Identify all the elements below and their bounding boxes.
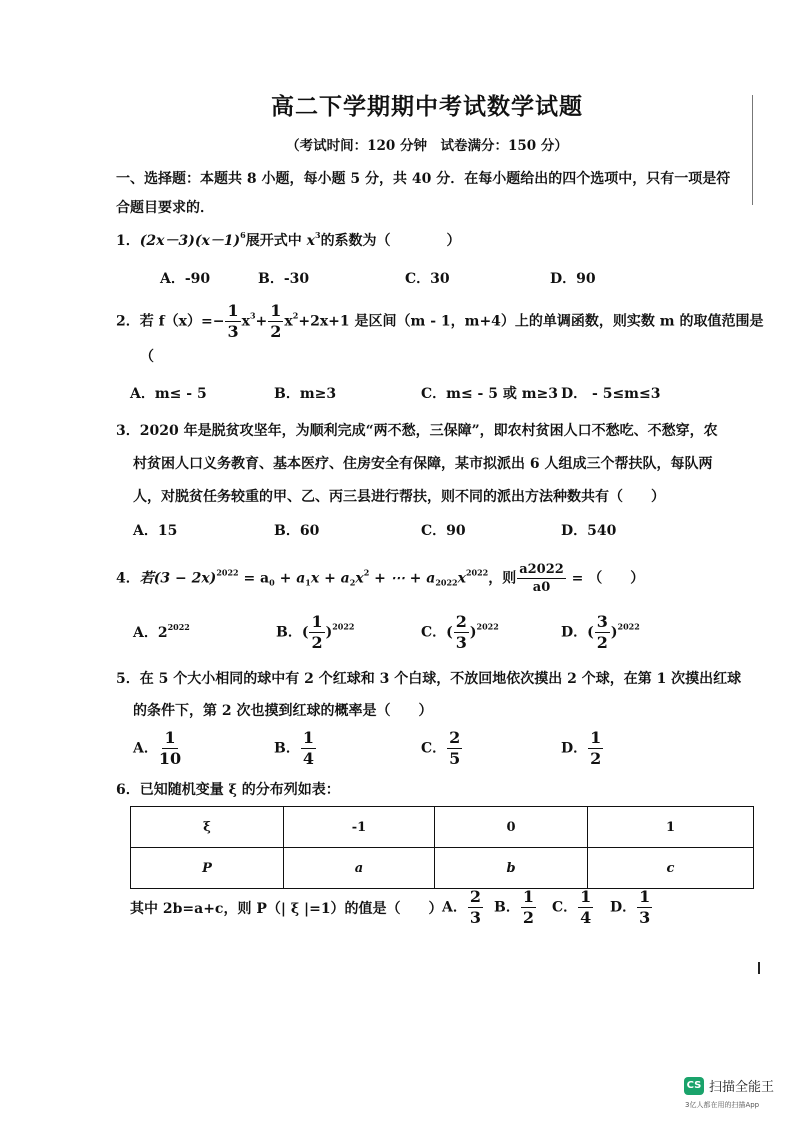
numerator: 1 — [302, 728, 314, 747]
q1-option-c: C．30 — [405, 271, 450, 287]
numerator: 1 — [522, 887, 534, 906]
q5-option-b — [274, 730, 317, 767]
q2-option-a: A．m≤ - 5 — [130, 386, 207, 402]
math-expression: 若 f（x）=− — [139, 313, 225, 330]
fraction — [301, 730, 316, 767]
q4-option-d — [561, 614, 640, 651]
option-label: A． — [133, 740, 158, 757]
q6-option-d — [610, 889, 653, 926]
exponent: 2022 — [476, 621, 499, 632]
q2-paren: （ — [140, 349, 154, 365]
question-text: +2x+1 是区间（m - 1，m+4）上的单调函数，则实数 m 的取值范围是 — [298, 313, 764, 330]
table-cell: 1 — [588, 807, 754, 848]
denominator: 2 — [311, 633, 323, 652]
fraction — [578, 889, 593, 926]
q5-option-a — [133, 730, 182, 767]
fraction — [309, 614, 324, 651]
q4-option-a — [133, 622, 190, 642]
exponent: 2022 — [332, 621, 355, 632]
fraction — [268, 303, 283, 340]
question-number: 2． — [116, 313, 140, 330]
q2-option-b: B．m≥3 — [274, 386, 337, 402]
denominator: 2 — [270, 322, 282, 341]
q3-option-b: B．60 — [274, 523, 320, 539]
option-label: A． — [442, 899, 467, 916]
table-cell: ξ — [131, 807, 284, 848]
denominator: 2 — [590, 749, 602, 768]
numerator: 1 — [164, 728, 176, 747]
question-text: = （ ） — [566, 570, 645, 587]
subscript: 1 — [305, 577, 311, 588]
math-expression: 若(3 − 2x) — [139, 570, 217, 587]
camscanner-logo-icon: CS — [684, 1077, 704, 1095]
table-row — [131, 807, 754, 848]
paren: ) — [325, 624, 333, 641]
table-cell: c — [588, 848, 754, 889]
math-term: x — [355, 570, 364, 587]
denominator: 3 — [455, 633, 467, 652]
question-text: 的系数为（ ） — [320, 233, 461, 249]
exponent: 2022 — [216, 567, 239, 578]
table-cell: a — [284, 848, 435, 889]
q5-option-c — [421, 730, 463, 767]
exam-info: （考试时间：120 分钟 试卷满分：150 分） — [286, 138, 568, 154]
section-instructions-line1: 一、选择题：本题共 8 小题，每小题 5 分，共 40 分．在每小题给出的四个选项中，只有一项是符 — [116, 171, 731, 187]
numerator: 1 — [227, 301, 239, 320]
numerator: 1 — [270, 301, 282, 320]
fraction — [588, 730, 603, 767]
fraction — [595, 614, 610, 651]
numerator: 2 — [449, 728, 461, 747]
denominator: 3 — [639, 908, 651, 927]
q6-option-b — [494, 889, 537, 926]
q1-option-a: A．-90 — [160, 271, 211, 287]
section-instructions-line2: 合题目要求的． — [116, 200, 214, 216]
distribution-table — [130, 806, 754, 889]
exponent: 3 — [249, 310, 256, 321]
exponent: 2022 — [465, 567, 489, 578]
table-row — [131, 848, 754, 889]
option-label: B． — [274, 740, 300, 757]
numerator: 3 — [596, 612, 608, 631]
subscript: 2 — [349, 577, 356, 588]
numerator: 2 — [455, 612, 467, 631]
paren: ) — [610, 624, 618, 641]
fraction — [159, 730, 181, 767]
option-label: B． — [494, 899, 520, 916]
math-term: x — [306, 233, 315, 249]
fraction — [637, 889, 652, 926]
q6-option-a — [442, 889, 484, 926]
subscript: 0 — [269, 577, 275, 588]
q4-option-b — [276, 614, 355, 651]
exponent: 3 — [314, 230, 321, 240]
question-3-line2: 村贫困人口义务教育、基本医疗、住房安全有保障，某市拟派出 6 人组成三个帮扶队，每队两 — [133, 456, 713, 472]
math-term: = a — [238, 570, 270, 587]
denominator: 4 — [580, 908, 592, 927]
q5-option-d — [561, 730, 604, 767]
scan-edge-line — [752, 95, 753, 205]
question-text: ，则 — [488, 570, 517, 587]
math-term: + a — [274, 570, 306, 587]
fraction — [447, 730, 462, 767]
fraction — [225, 303, 240, 340]
math-expression: (2x－3)(x－1) — [139, 233, 241, 249]
table-cell: 0 — [435, 807, 588, 848]
q1-option-b: B．-30 — [258, 271, 310, 287]
question-3-line3: 人，对脱贫任务较重的甲、乙、丙三县进行帮扶，则不同的派出方法种数共有（ ） — [133, 489, 665, 505]
numerator: 1 — [311, 612, 323, 631]
option-label: D． — [561, 740, 588, 757]
denominator: 10 — [158, 749, 182, 768]
denominator: 3 — [469, 908, 482, 927]
question-number: 1． — [116, 233, 140, 249]
q1-option-d: D．90 — [550, 271, 596, 287]
denominator: 2 — [522, 908, 534, 927]
numerator: 1 — [590, 728, 602, 747]
denominator: 4 — [302, 749, 314, 768]
denominator: a0 — [532, 580, 551, 595]
question-3-line1: 3．2020 年是脱贫攻坚年，为顺利完成“两不愁，三保障”，即农村贫困人口不愁吃、不愁穿，农 — [116, 423, 718, 439]
question-2 — [116, 303, 763, 340]
option-label: D．( — [561, 624, 594, 641]
question-1 — [116, 230, 461, 250]
numerator: a2022 — [519, 562, 564, 577]
denominator: 2 — [596, 633, 608, 652]
option-label: C． — [421, 740, 447, 757]
q6-condition: 其中 2b=a+c，则 P（| ξ |=1）的值是（ ） — [130, 901, 443, 917]
q3-option-c: C．90 — [421, 523, 466, 539]
scan-mark — [758, 962, 760, 974]
fraction — [468, 889, 483, 926]
question-6: 6．已知随机变量 ξ 的分布列如表： — [116, 782, 340, 798]
option-label: C． — [552, 899, 578, 916]
exponent: 2022 — [617, 621, 640, 632]
exponent: 6 — [240, 230, 246, 240]
denominator: 3 — [227, 322, 239, 341]
question-4 — [116, 563, 644, 594]
fraction — [521, 889, 536, 926]
exponent: 2022 — [167, 622, 190, 632]
subscript: 2022 — [435, 577, 458, 588]
option-label: B．( — [276, 624, 309, 641]
q2-option-d: D． - 5≤m≤3 — [561, 386, 661, 402]
math-term: x + a — [310, 570, 350, 587]
math-term: x — [457, 570, 466, 587]
question-text: 展开式中 — [245, 233, 302, 249]
numerator: 1 — [639, 887, 651, 906]
fraction — [454, 614, 469, 651]
q4-option-c — [421, 614, 499, 651]
math-term: + — [255, 313, 268, 330]
question-5-line2: 的条件下，第 2 次也摸到红球的概率是（ ） — [133, 703, 433, 719]
q6-option-c — [552, 889, 594, 926]
q3-option-d: D．540 — [561, 523, 617, 539]
fraction — [517, 563, 566, 594]
question-5-line1: 5．在 5 个大小相同的球中有 2 个红球和 3 个白球，不放回地依次摸出 2 个球，在第 1 次摸出红球 — [116, 671, 742, 687]
table-cell: b — [435, 848, 588, 889]
table-cell: P — [131, 848, 284, 889]
numerator: 1 — [580, 887, 592, 906]
q3-option-a: A．15 — [133, 523, 178, 539]
question-number: 4． — [116, 570, 140, 587]
page-title: 高二下学期期中考试数学试题 — [271, 93, 583, 120]
exponent: 2 — [363, 567, 370, 578]
exponent: 2 — [292, 310, 299, 321]
q2-option-c: C．m≤ - 5 或 m≥3 — [421, 386, 559, 402]
watermark-name: 扫描全能王 — [709, 1080, 775, 1095]
table-cell: -1 — [284, 807, 435, 848]
numerator: 2 — [469, 887, 482, 906]
option-label: D． — [610, 899, 637, 916]
math-term: x — [241, 313, 250, 330]
paren: ) — [469, 624, 477, 641]
option-label: A．2 — [133, 625, 168, 641]
denominator: 5 — [449, 749, 461, 768]
watermark-tagline: 3亿人都在用的扫描App — [685, 1101, 760, 1109]
option-label: C．( — [421, 624, 453, 641]
math-term: x — [284, 313, 293, 330]
math-term: + ⋯ + a — [369, 570, 436, 587]
